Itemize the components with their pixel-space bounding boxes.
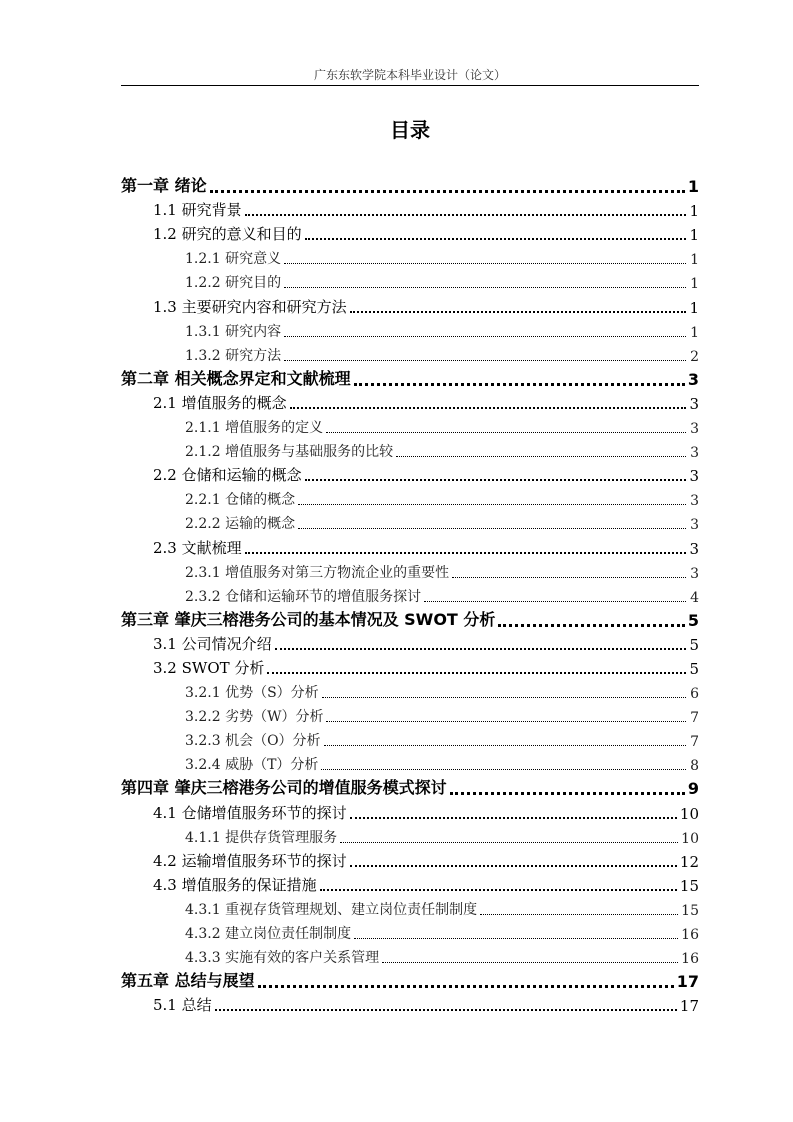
toc-entry[interactable] (121, 558, 699, 582)
toc-dot-leader (298, 503, 686, 505)
toc-entry-page-number: 1 (689, 226, 699, 245)
toc-dot-leader (298, 527, 686, 529)
toc-entry-label: 4.1 仓储增值服务环节的探讨 (153, 803, 347, 822)
toc-dot-leader (290, 406, 686, 409)
toc-dot-leader (320, 888, 677, 891)
toc-entry[interactable] (121, 606, 699, 630)
toc-entry[interactable] (121, 461, 699, 485)
toc-entry-label: 1.2 研究的意义和目的 (153, 225, 302, 244)
toc-entry-page-number: 3 (690, 565, 699, 582)
table-of-contents (121, 172, 699, 1015)
toc-dot-leader (284, 359, 686, 361)
toc-entry-page-number: 9 (687, 779, 699, 799)
toc-entry-label: 1.3.2 研究方法 (185, 347, 282, 364)
toc-entry-page-number: 1 (689, 298, 699, 317)
toc-entry-page-number: 5 (687, 610, 699, 630)
toc-dot-leader (452, 576, 686, 578)
toc-entry-page-number: 6 (690, 686, 699, 703)
toc-entry-page-number: 17 (676, 972, 699, 992)
toc-entry-label: 2.2 仓储和运输的概念 (153, 466, 302, 485)
toc-entry-page-number: 15 (681, 902, 699, 919)
toc-entry-page-number: 3 (690, 445, 699, 462)
toc-entry-label: 4.3.1 重视存货管理规划、建立岗位责任制制度 (185, 901, 478, 918)
toc-dot-leader (498, 623, 684, 627)
toc-entry-page-number: 1 (689, 202, 699, 221)
toc-dot-leader (258, 984, 674, 988)
toc-entry-page-number: 1 (690, 276, 699, 293)
toc-entry-label: 4.3.3 实施有效的客户关系管理 (185, 950, 380, 967)
toc-entry-label: 3.2.2 劣势（W）分析 (185, 709, 324, 726)
toc-dot-leader (424, 600, 686, 602)
toc-entry-label: 1.3 主要研究内容和研究方法 (153, 297, 347, 316)
toc-entry-page-number: 3 (687, 369, 699, 389)
toc-dot-leader (450, 791, 685, 795)
toc-entry-page-number: 7 (690, 710, 699, 727)
toc-dot-leader (354, 937, 678, 939)
toc-entry[interactable] (121, 823, 699, 847)
toc-entry-page-number: 15 (679, 876, 699, 895)
toc-dot-leader (396, 455, 686, 457)
page-header: 广东东软学院本科毕业设计（论文） (313, 68, 506, 82)
toc-entry-label: 4.1.1 提供存货管理服务 (185, 829, 338, 846)
toc-entry[interactable] (121, 678, 699, 702)
toc-entry[interactable] (121, 196, 699, 220)
toc-entry[interactable] (121, 895, 699, 919)
toc-entry-label: 5.1 总结 (153, 996, 212, 1015)
toc-entry-page-number: 17 (679, 997, 699, 1016)
toc-entry[interactable] (121, 437, 699, 461)
toc-entry-label: 4.3 增值服务的保证措施 (153, 875, 317, 894)
toc-entry[interactable] (121, 509, 699, 533)
toc-entry-label: 3.2.4 威胁（T）分析 (185, 757, 319, 774)
toc-entry[interactable] (121, 967, 699, 991)
toc-entry[interactable] (121, 341, 699, 365)
toc-entry-label: 1.1 研究背景 (153, 201, 242, 220)
toc-entry[interactable] (121, 774, 699, 798)
toc-entry-label: 4.2 运输增值服务环节的探讨 (153, 851, 347, 870)
toc-entry[interactable] (121, 750, 699, 774)
toc-dot-leader (350, 816, 677, 819)
toc-entry-page-number: 3 (690, 421, 699, 438)
toc-entry[interactable] (121, 726, 699, 750)
toc-entry-label: 第一章 绪论 (121, 176, 207, 196)
toc-entry-page-number: 1 (690, 324, 699, 341)
toc-entry[interactable] (121, 654, 699, 678)
toc-dot-leader (267, 671, 686, 674)
toc-entry-label: 2.1.1 增值服务的定义 (185, 420, 324, 437)
toc-entry-page-number: 4 (690, 589, 699, 606)
toc-entry[interactable] (121, 413, 699, 437)
toc-entry[interactable] (121, 702, 699, 726)
toc-entry[interactable] (121, 292, 699, 316)
toc-entry-page-number: 3 (690, 493, 699, 510)
toc-dot-leader (210, 189, 685, 193)
toc-entry[interactable] (121, 268, 699, 292)
toc-entry-page-number: 3 (689, 539, 699, 558)
toc-entry-page-number: 2 (690, 348, 699, 365)
toc-dot-leader (326, 431, 686, 433)
toc-entry[interactable] (121, 533, 699, 557)
toc-entry-page-number: 8 (690, 758, 699, 775)
toc-dot-leader (382, 961, 678, 963)
toc-entry[interactable] (121, 485, 699, 509)
toc-dot-leader (350, 310, 686, 313)
toc-entry[interactable] (121, 244, 699, 268)
toc-entry-page-number: 3 (689, 394, 699, 413)
toc-dot-leader (215, 1008, 677, 1011)
toc-dot-leader (324, 744, 686, 746)
toc-entry-label: 第四章 肇庆三榕港务公司的增值服务模式探讨 (121, 778, 447, 798)
toc-dot-leader (284, 286, 686, 288)
toc-entry-page-number: 1 (690, 252, 699, 269)
toc-entry-label: 3.2 SWOT 分析 (153, 658, 265, 677)
toc-entry-page-number: 16 (681, 951, 699, 968)
toc-entry-label: 2.1.2 增值服务与基础服务的比较 (185, 444, 394, 461)
toc-entry[interactable] (121, 582, 699, 606)
toc-entry-label: 1.3.1 研究内容 (185, 323, 282, 340)
toc-entry-label: 3.1 公司情况介绍 (153, 634, 272, 653)
toc-entry-page-number: 10 (679, 804, 699, 823)
toc-entry-page-number: 7 (690, 734, 699, 751)
toc-entry-page-number: 16 (681, 927, 699, 943)
toc-entry-label: 3.2.1 优势（S）分析 (185, 685, 319, 702)
toc-dot-leader (284, 335, 686, 337)
toc-dot-leader (354, 382, 685, 386)
toc-dot-leader (350, 864, 677, 867)
toc-dot-leader (340, 841, 678, 843)
toc-entry-page-number: 5 (689, 635, 699, 654)
toc-entry-label: 第三章 肇庆三榕港务公司的基本情况及 SWOT 分析 (121, 609, 496, 629)
toc-entry-label: 2.3.1 增值服务对第三方物流企业的重要性 (185, 564, 450, 581)
toc-entry[interactable] (121, 943, 699, 967)
toc-entry-label: 2.3.2 仓储和运输环节的增值服务探讨 (185, 588, 422, 605)
toc-dot-leader (245, 213, 686, 216)
toc-entry-label: 2.2.2 运输的概念 (185, 516, 296, 533)
toc-entry[interactable] (121, 220, 699, 244)
toc-entry-label: 第二章 相关概念界定和文献梳理 (121, 368, 351, 388)
toc-entry-label: 1.2.2 研究目的 (185, 275, 282, 292)
toc-entry[interactable] (121, 798, 699, 822)
toc-entry-label: 2.2.1 仓储的概念 (185, 492, 296, 509)
toc-dot-leader (321, 768, 686, 770)
toc-dot-leader (284, 262, 686, 264)
toc-dot-leader (326, 720, 686, 722)
toc-entry[interactable] (121, 871, 699, 895)
toc-entry-label: 4.3.2 建立岗位责任制制度 (185, 926, 352, 942)
toc-entry[interactable] (121, 172, 699, 196)
header-divider (121, 85, 699, 86)
toc-dot-leader (305, 237, 686, 240)
toc-dot-leader (275, 647, 686, 650)
toc-entry-page-number: 10 (681, 830, 699, 847)
toc-entry[interactable] (121, 389, 699, 413)
toc-entry[interactable] (121, 847, 699, 871)
toc-dot-leader (480, 913, 678, 915)
toc-entry-label: 2.3 文献梳理 (153, 538, 242, 557)
toc-entry[interactable] (121, 919, 699, 943)
toc-entry-page-number: 5 (689, 659, 699, 678)
toc-entry-label: 3.2.3 机会（O）分析 (185, 733, 321, 750)
toc-entry-page-number: 3 (689, 467, 699, 486)
toc-entry-label: 2.1 增值服务的概念 (153, 393, 287, 412)
toc-entry-page-number: 1 (687, 177, 699, 197)
toc-entry-page-number: 12 (679, 852, 699, 871)
toc-entry[interactable] (121, 365, 699, 389)
toc-dot-leader (245, 551, 686, 554)
toc-entry[interactable] (121, 991, 699, 1015)
toc-dot-leader (305, 478, 686, 481)
page-title: 目录 (390, 118, 430, 142)
toc-entry-label: 第五章 总结与展望 (121, 971, 255, 991)
toc-entry-page-number: 3 (690, 517, 699, 534)
toc-entry-label: 1.2.1 研究意义 (185, 251, 282, 268)
toc-dot-leader (322, 696, 686, 698)
toc-entry[interactable] (121, 630, 699, 654)
toc-entry[interactable] (121, 317, 699, 341)
